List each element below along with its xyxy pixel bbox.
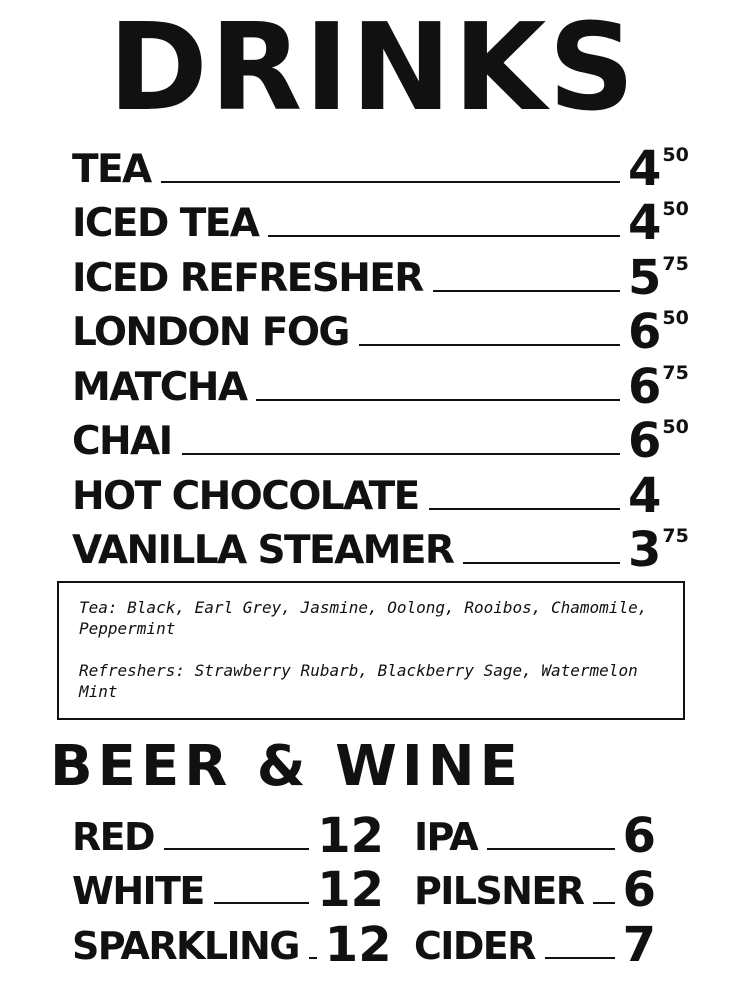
item-name: TEA: [72, 146, 151, 192]
menu-row-tea: [72, 139, 692, 197]
price-dollars: 5: [628, 249, 662, 306]
leader-line: [256, 399, 620, 401]
menu-row-red: [72, 806, 384, 864]
leader-line: [487, 848, 614, 850]
leader-line: [429, 508, 620, 510]
wine-list: [72, 806, 392, 973]
menu-row-ipa: [414, 806, 656, 864]
leader-line: [463, 562, 620, 564]
item-price: [628, 140, 692, 197]
price-dollars: 4: [628, 195, 662, 251]
menu-row-sparkling: [72, 915, 392, 973]
tea-flavors-note: Tea: Black, Earl Grey, Jasmine, Oolong, Rooibos, Chamomile, Peppermint: [79, 598, 648, 638]
price-cents: 50: [662, 143, 689, 166]
item-price: [628, 195, 692, 251]
item-price: [317, 807, 384, 864]
item-price: [622, 916, 656, 973]
item-price: [628, 249, 692, 306]
item-name: CIDER: [414, 923, 535, 968]
item-name: HOT CHOCOLATE: [72, 473, 419, 519]
menu-row-cider: [414, 915, 656, 973]
item-price: [622, 807, 656, 864]
menu-row-chai: [72, 412, 692, 467]
flavors-note-box: [57, 581, 685, 720]
item-price: [628, 413, 692, 469]
price-dollars: 6: [622, 862, 656, 918]
item-name: MATCHA: [72, 364, 247, 410]
price-dollars: 6: [628, 413, 662, 469]
price-dollars: 7: [622, 916, 656, 973]
leader-line: [309, 957, 317, 959]
price-dollars: 12: [324, 916, 392, 973]
price-dollars: 4: [628, 467, 662, 524]
beer-wine-title: BEER & WINE: [50, 734, 523, 799]
price-cents: 50: [662, 307, 689, 329]
price-dollars: 12: [317, 862, 384, 918]
leader-line: [161, 181, 620, 183]
item-price: [622, 862, 656, 918]
leader-line: [433, 290, 620, 292]
leader-line: [182, 453, 620, 455]
item-name: LONDON FOG: [72, 310, 349, 355]
price-dollars: 12: [317, 807, 384, 864]
menu-row-matcha: [72, 357, 692, 415]
menu-row-iced-tea: [72, 194, 692, 249]
item-price: [628, 304, 692, 360]
menu-row-hot-chocolate: [72, 466, 692, 524]
menu-title: DRINKS: [108, 0, 637, 138]
price-dollars: 3: [628, 522, 662, 578]
item-name: PILSNER: [414, 869, 584, 913]
item-name: ICED REFRESHER: [72, 255, 423, 301]
item-price: [628, 522, 692, 578]
refresher-flavors-note: Refreshers: Strawberry Rubarb, Blackberry Sage, Watermelon Mint: [79, 661, 638, 701]
leader-line: [268, 235, 620, 237]
item-name: IPA: [414, 814, 478, 859]
item-price: [628, 358, 692, 415]
item-price: [317, 862, 384, 918]
leader-line: [593, 902, 614, 904]
price-dollars: 6: [622, 807, 656, 864]
item-price: [628, 467, 692, 524]
leader-line: [214, 902, 309, 904]
price-cents: 75: [662, 525, 689, 547]
price-cents: 50: [662, 198, 689, 220]
price-dollars: 6: [628, 304, 662, 360]
price-dollars: 4: [628, 140, 662, 197]
price-cents: 50: [662, 416, 689, 438]
price-dollars: 6: [628, 358, 662, 415]
item-name: SPARKLING: [72, 923, 299, 968]
menu-row-pilsner: [414, 861, 656, 916]
item-name: VANILLA STEAMER: [72, 528, 454, 573]
item-name: WHITE: [72, 869, 204, 913]
leader-line: [359, 344, 620, 346]
leader-line: [545, 957, 615, 959]
price-cents: 75: [662, 361, 689, 384]
item-price: [324, 916, 392, 973]
menu-row-vanilla-steamer: [72, 521, 692, 576]
price-cents: 75: [662, 252, 689, 275]
drinks-list: [72, 139, 692, 578]
menu-row-london-fog: [72, 303, 692, 358]
item-name: CHAI: [72, 419, 172, 464]
leader-line: [164, 848, 309, 850]
menu-row-iced-refresher: [72, 248, 692, 306]
item-name: ICED TEA: [72, 201, 259, 246]
menu-row-white: [72, 861, 384, 916]
beer-list: [414, 806, 656, 973]
item-name: RED: [72, 814, 154, 859]
